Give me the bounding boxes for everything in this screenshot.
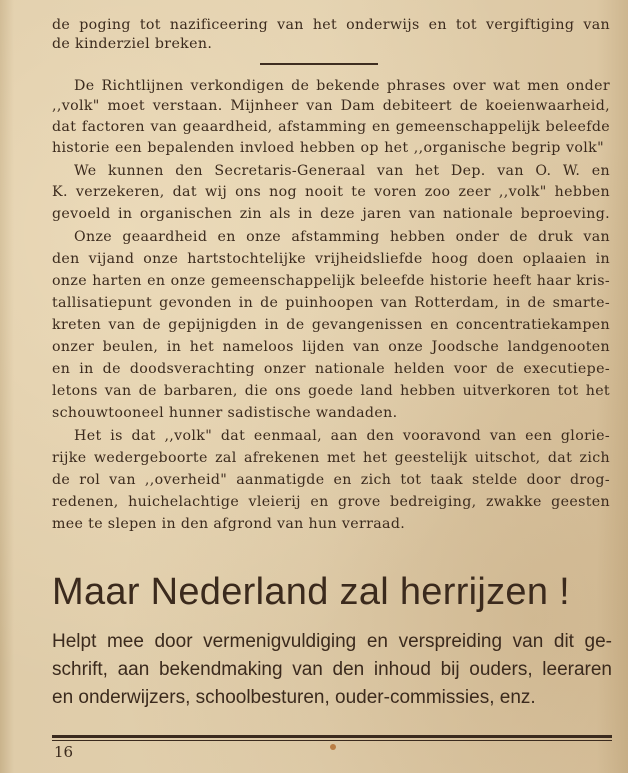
body-line: de rol van ,,overheid" aanmatigde en zich tot taak stelde door drog- [52,472,610,488]
body-line: rijke wedergeboorte zal afrekenen met het geestelijk uitschot, dat zich [52,450,610,466]
body-line: dat factoren van geaardheid, afstamming en gemeenschappelijk beleefde [52,119,610,135]
footer-rule [52,735,612,738]
body-line: gevoeld in organischen zin als in deze jaren van nationale beproeving. [52,206,610,222]
callout-line: Helpt mee door vermenigvuldiging en verspreiding van dit ge- [52,631,612,652]
body-line: We kunnen den Secretaris-Generaal van het Dep. van O. W. en [74,163,610,179]
body-line: kreten van de gepijnigden in de gevangenissen en concentratiekampen [52,317,610,333]
body-line: De Richtlijnen verkondigen de bekende phrases over wat men onder [74,78,610,94]
body-line: mee te slepen in den afgrond van hun verraad. [52,516,406,532]
body-line: en in de doodsverachting onzer nationale helden voor de executiepe- [52,361,610,377]
body-line: ,,volk" moet verstaan. Mijnheer van Dam debiteert de koeienwaarheid, [52,98,610,114]
body-line: redenen, huichelachtige vleierij en grove bedreiging, zwakke geesten [52,494,610,510]
callout-line: schrift, aan bekendmaking van den inhoud bij ouders, leeraren [52,659,612,680]
body-line: onzer beulen, in het nameloos lijden van onze Joodsche landgenooten [52,339,610,355]
headline: Maar Nederland zal herrijzen ! [52,571,571,613]
body-line: de poging tot nazificeering van het onderwijs en tot vergiftiging van [52,17,610,33]
body-line: schouwtooneel hunner sadistische wandaden. [52,405,398,421]
ink-stain [330,744,336,750]
body-line: K. verzekeren, dat wij ons nog nooit te voren zoo zeer ,,volk" hebben [52,184,610,200]
body-line: historie een bepalenden invloed hebben op het ,,organische begrip volk" [52,140,604,156]
page-number: 16 [54,743,74,761]
body-line: tallisatiepunt gevonden in de puinhoopen van Rotterdam, in de smarte- [52,295,610,311]
body-line: de kinderziel breken. [52,36,213,52]
callout-line: en onderwijzers, schoolbesturen, ouder-commissies, enz. [52,687,536,708]
footer-rule-thin [52,740,612,741]
section-divider [260,63,378,65]
body-line: den vijand onze hartstochtelijke vrijheidsliefde hoog doen oplaaien in [52,251,610,267]
body-line: Het is dat ,,volk" dat eenmaal, aan den vooravond van een glorie- [74,428,610,444]
body-line: onze harten en onze gemeenschappelijk beleefde historie heeft haar kris- [52,273,610,289]
body-line: Onze geaardheid en onze afstamming hebben onder de druk van [74,229,610,245]
body-line: letons van de barbaren, die ons goede land hebben uitverkoren tot het [52,383,610,399]
